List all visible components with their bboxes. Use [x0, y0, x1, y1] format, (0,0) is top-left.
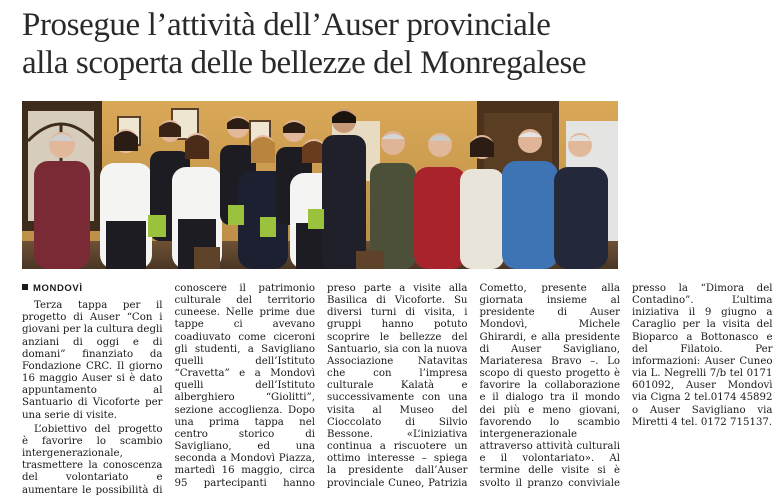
group-photo-illustration [22, 101, 618, 269]
article-headline [22, 6, 622, 82]
headline-line-2: alla scoperta delle bellezze del Monregalese [22, 45, 587, 81]
headline-line-1: Prosegue l’attività dell’Auser provinciale [22, 7, 551, 43]
article-body [22, 283, 773, 501]
article-paragraph: Terza tappa per il progetto di Auser “Con i giovani per la cultura degli anziani di oggi e di domani” finanziato da Fondazione CRC. Il giorno 16 maggio Auser si è dato appuntamento al Santuario di Vicoforte per una serie di visite. [22, 300, 163, 421]
dateline-text: MONDOVÌ [33, 283, 83, 294]
group-photo [22, 101, 618, 269]
article-paragraph: L’obiettivo del progetto è favorire lo scambio intergenerazionale, trasmettere la conoscenza del volontariato e aumentare le possibilità di conoscere il patrimonio culturale del territorio cuneese. Nelle prime due tappe ci avevano coadiuvato come ciceroni gli studenti, a Savigliano quelli dell’Istituto “Cravetta” e a Mondovì quelli dell’Istituto alberghiero “Giolitti”, sezione accoglienza. Dopo una prima tappa nel centro storico di Savigliano, ed una seconda a Mondovì Piazza, martedì 16 maggio, circa 95 partecipanti hanno preso parte a visite alla Basilica di Vicoforte. Su diversi turni di visita, i gruppi hanno potuto scoprire le bellezze del Santuario, sia con la nuova Associazione Natavitas che con l’impresa culturale Kalatà e successivamente con una visita al Museo del Cioccolato di Silvio Bessone. «L’iniziativa continua a riscuotere un ottimo interesse – spiega la presidente dall’Auser provinciale Cuneo, Patrizia Cometto, presente alla giornata insieme al presidente di Auser Mondovì, Michele Ghirardi, e alla presidente di Auser Savigliano, Mariateresa Bravo –. Lo scopo di questo progetto è favorire la collaborazione e il dialogo tra il mondo dei più e meno giovani, favorendo lo scambio intergenerazionale attraverso attività culturali e il volontariato». Al termine delle visite si è svolto il pranzo conviviale presso la “Dimora del Contadino”. L’ultima iniziativa il 9 giugno a Caraglio per la visita del Bioparco a Bottonasco e del Filatoio. Per informazioni: Auser Cuneo via L. Negrelli 7/b tel 0171 601092, Auser Mondovì via Cigna 2 tel.0174 45892 o Auser Savigliano via Miretti 4 tel. 0172 715137. [22, 283, 773, 496]
dateline-square-icon [22, 284, 28, 290]
article-dateline [22, 283, 163, 295]
